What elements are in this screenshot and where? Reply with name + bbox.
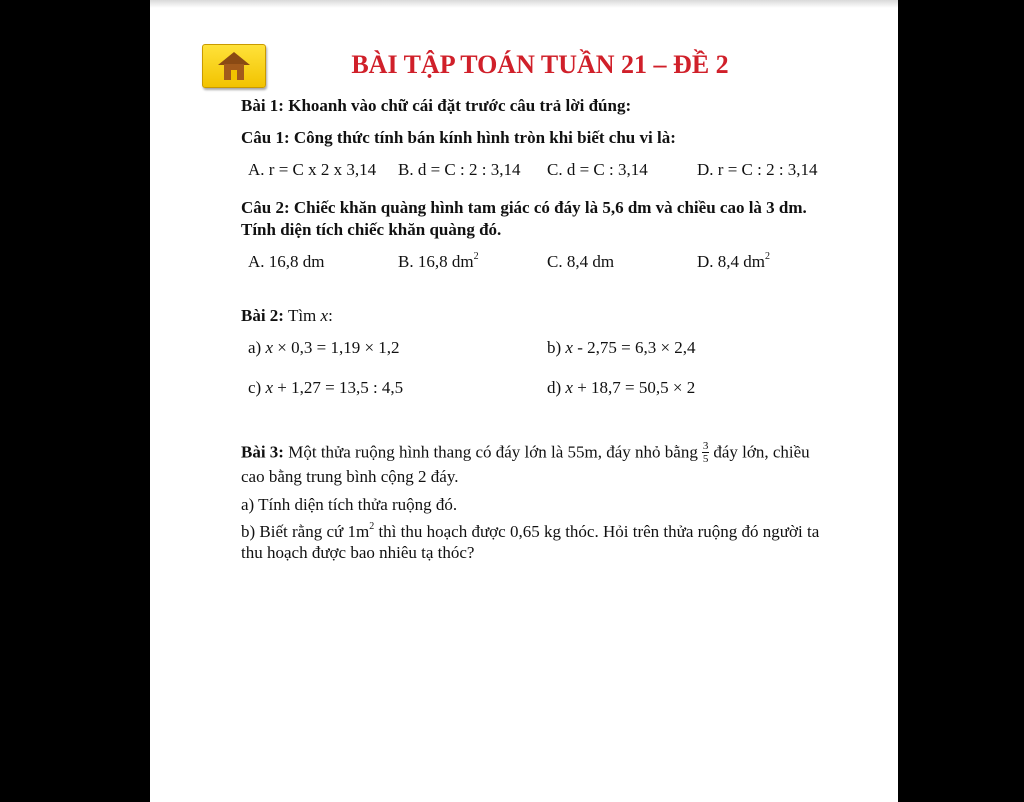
cau1-option-b: B. d = C : 2 : 3,14 xyxy=(398,160,521,179)
bai3-frac-den: 5 xyxy=(702,453,709,465)
cau1-option-c: C. d = C : 3,14 xyxy=(547,160,648,179)
cau2-option-a-text: A. 16,8 dm xyxy=(248,252,325,271)
bai2-eq-d-prefix: d) xyxy=(547,378,562,397)
bai3-part-b-line2: thu hoạch được bao nhiêu tạ thóc? xyxy=(241,543,475,562)
bai2-eq-a-prefix: a) xyxy=(248,338,262,357)
bai2-eq-c-var: x xyxy=(265,378,274,397)
bai2-eq-b-prefix: b) xyxy=(547,338,562,357)
bai2-eq-d-var: x xyxy=(565,378,573,397)
cau1-question: Câu 1: Công thức tính bán kính hình tròn khi biết chu vi là: xyxy=(241,128,676,147)
bai2-eq-b-rest: - 2,75 = 6,3 × 2,4 xyxy=(577,338,696,357)
bai2-heading xyxy=(241,305,333,327)
bai3-part-b-line1 xyxy=(241,521,819,543)
bai2-colon: : xyxy=(328,306,333,325)
cau2-question-line1: Câu 2: Chiếc khăn quàng hình tam giác có đáy là 5,6 dm và chiều cao là 3 dm. xyxy=(241,198,807,217)
bai3-part-b-pre: b) Biết rằng cứ 1m xyxy=(241,522,370,541)
cau2-option-a xyxy=(248,251,325,273)
cau2-option-d xyxy=(697,251,770,273)
cau2-option-d-sup: 2 xyxy=(765,251,770,263)
bai2-eq-b-var: x xyxy=(565,338,573,357)
bai2-eq-a-rest: × 0,3 = 1,19 × 1,2 xyxy=(277,338,400,357)
bai2-eq-b xyxy=(547,337,696,359)
cau2-option-b xyxy=(398,251,479,273)
cau2-option-b-text: B. 16,8 dm xyxy=(398,252,474,271)
bai3-label: Bài 3: xyxy=(241,442,284,462)
bai3-frac-num: 3 xyxy=(702,440,709,452)
bai2-label: Bài 2: xyxy=(241,306,284,325)
cau2-option-c xyxy=(547,251,614,273)
bai2-text: Tìm xyxy=(287,306,317,325)
cau1-option-d: D. r = C : 2 : 3,14 xyxy=(697,160,818,179)
bai3-line1 xyxy=(241,441,810,466)
bai1-heading: Bài 1: Khoanh vào chữ cái đặt trước câu trả lời đúng: xyxy=(241,96,632,115)
bai2-eq-c-rest: + 1,27 = 13,5 : 4,5 xyxy=(277,378,404,397)
cau1-option-a: A. r = C x 2 x 3,14 xyxy=(248,160,377,179)
cau2-option-b-sup: 2 xyxy=(473,251,479,263)
bai2-eq-a xyxy=(248,337,400,359)
bai3-line1-pre: Một thửa ruộng hình thang có đáy lớn là 55m, đáy nhỏ bằng xyxy=(288,442,698,462)
bai3-part-b-sup: 2 xyxy=(369,521,375,533)
bai2-eq-a-var: x xyxy=(265,338,274,357)
bai2-eq-d xyxy=(547,377,695,399)
bai3-line1-post: đáy lớn, chiều xyxy=(713,442,810,462)
cau2-question-line2: Tính diện tích chiếc khăn quàng đó. xyxy=(241,220,502,239)
document-page xyxy=(150,0,898,802)
bai2-eq-d-rest: + 18,7 = 50,5 × 2 xyxy=(577,378,696,397)
home-icon xyxy=(216,50,252,82)
cau2-option-c-text: C. 8,4 dm xyxy=(547,252,615,271)
page-title: BÀI TẬP TOÁN TUẦN 21 – ĐỀ 2 xyxy=(351,50,729,79)
page-top-shadow xyxy=(150,0,898,8)
home-button[interactable] xyxy=(202,44,266,88)
cau2-option-d-text: D. 8,4 dm xyxy=(697,252,765,271)
bai3-fraction xyxy=(702,440,710,465)
bai3-part-a: a) Tính diện tích thửa ruộng đó. xyxy=(241,495,458,514)
bai3-part-b-post: thì thu hoạch được 0,65 kg thóc. Hỏi trên thửa ruộng đó người ta xyxy=(378,522,820,541)
bai2-eq-c-prefix: c) xyxy=(248,378,262,397)
bai3-line2: cao bằng trung bình cộng 2 đáy. xyxy=(241,467,459,486)
bai2-eq-c xyxy=(248,377,403,399)
bai2-var: x xyxy=(320,306,329,325)
